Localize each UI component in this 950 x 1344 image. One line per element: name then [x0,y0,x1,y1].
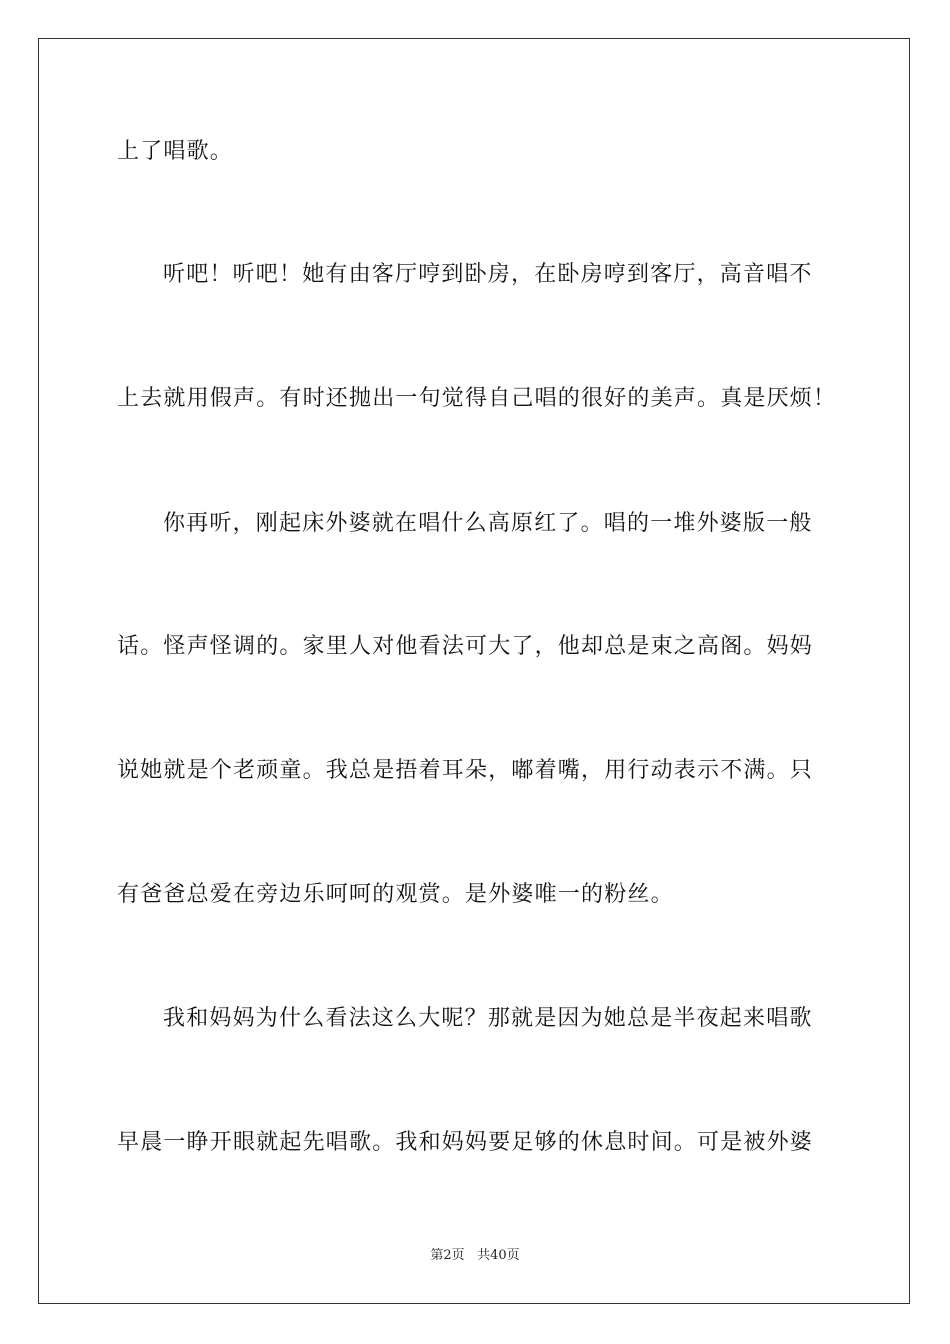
page-footer [0,1248,950,1264]
text-line-6: 说她就是个老顽童。我总是捂着耳朵，嘟着嘴，用行动表示不满。只 [117,758,814,783]
text-line-8: 我和妈妈为什么看法这么大呢？那就是因为她总是半夜起来唱歌 [163,1006,813,1031]
text-line-7: 有爸爸总爱在旁边乐呵呵的观赏。是外婆唯一的粉丝。 [117,882,674,907]
text-line-1: 上了唱歌。 [117,139,234,164]
page-number: 第2页 [430,1248,465,1263]
text-line-5: 话。怪声怪调的。家里人对他看法可大了，他却总是束之高阁。妈妈 [117,634,814,659]
text-line-4: 你再听，刚起床外婆就在唱什么高原红了。唱的一堆外婆版一般 [163,511,813,536]
text-line-3: 上去就用假声。有时还抛出一句觉得自己唱的很好的美声。真是厌烦！ [117,386,837,411]
page-total: 共40页 [477,1248,520,1263]
page-border [38,38,910,1304]
text-line-9: 早晨一睁开眼就起先唱歌。我和妈妈要足够的休息时间。可是被外婆 [117,1130,814,1155]
text-line-2: 听吧！听吧！她有由客厅哼到卧房，在卧房哼到客厅，高音唱不 [163,262,813,287]
